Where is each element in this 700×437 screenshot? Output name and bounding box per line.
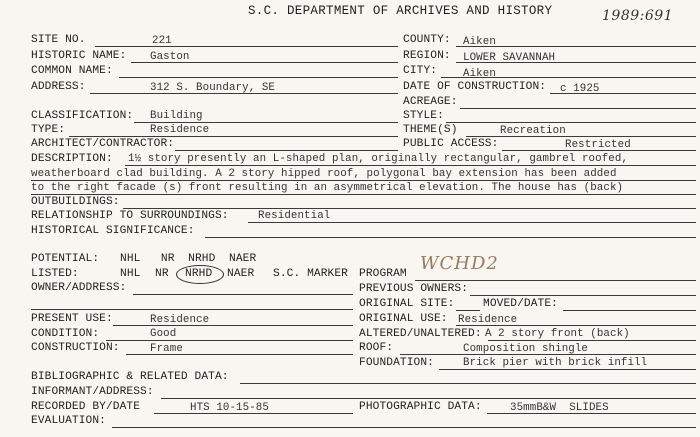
county-label: COUNTY:: [403, 34, 451, 46]
date-of-construction-label: DATE OF CONSTRUCTION:: [403, 81, 547, 93]
relationship-value: Residential: [258, 210, 331, 222]
bibliographic-line: [240, 383, 696, 384]
architect-line: [175, 150, 398, 151]
historic-name-label: HISTORIC NAME:: [31, 50, 127, 62]
potential-label: POTENTIAL:: [31, 253, 100, 265]
potential-options: NHL NR NRHD NAER: [120, 253, 257, 265]
acreage-line: [460, 108, 696, 109]
address-value: 312 S. Boundary, SE: [150, 82, 276, 94]
style-line: [446, 122, 696, 123]
listed-nrhd: NRHD: [185, 268, 213, 280]
county-value: Aiken: [463, 36, 496, 48]
photographic-data-value: 35mmB&W SLIDES: [510, 402, 609, 414]
condition-line: [106, 340, 353, 341]
region-value: LOWER SAVANNAH: [463, 52, 556, 64]
original-use-value: Residence: [458, 314, 518, 326]
program-line: [415, 280, 696, 281]
altered-value: A 2 story front (back): [485, 328, 630, 340]
listed-nhl: NHL: [120, 268, 141, 280]
outbuildings-line: [123, 208, 696, 209]
previous-owners-label: PREVIOUS OWNERS:: [359, 283, 469, 295]
description-line-3: to the right facade (s) front resulting in an asymmetrical elevation. The house has (back): [31, 182, 624, 194]
relationship-label: RELATIONSHIP TO SURROUNDINGS:: [31, 210, 229, 222]
description-rule-1: [125, 165, 696, 166]
recorded-by-value: HTS 10-15-85: [190, 402, 269, 414]
original-use-label: ORIGINAL USE:: [359, 313, 448, 325]
condition-label: CONDITION:: [31, 328, 100, 340]
program-label: PROGRAM: [359, 268, 407, 280]
address-label: ADDRESS:: [31, 81, 86, 93]
theme-label: THEME(S): [403, 124, 458, 136]
condition-value: Good: [150, 328, 177, 340]
original-site-line: [456, 310, 480, 311]
architect-label: ARCHITECT/CONTRACTOR:: [31, 138, 175, 150]
evaluation-label: EVALUATION:: [31, 415, 106, 427]
original-site-label: ORIGINAL SITE:: [359, 298, 455, 310]
owner-address-line-2: [31, 309, 353, 310]
present-use-line: [113, 325, 353, 326]
roof-value: Composition shingle: [463, 343, 589, 355]
bibliographic-label: BIBLIOGRAPHIC & RELATED DATA:: [31, 371, 229, 383]
site-no-line: [95, 46, 398, 47]
foundation-label: FOUNDATION:: [359, 357, 434, 369]
description-rule-3: [31, 194, 696, 195]
accession-number: 1989:691: [602, 8, 674, 24]
construction-label: CONSTRUCTION:: [31, 342, 120, 354]
common-name-line: [119, 77, 398, 78]
listed-nr: NR: [155, 268, 169, 280]
description-rule-2: [31, 180, 696, 181]
listed-label: LISTED:: [31, 268, 79, 280]
listed-naer: NAER: [227, 268, 255, 280]
classification-value: Building: [150, 110, 203, 122]
present-use-value: Residence: [150, 314, 210, 326]
site-no-value: 221: [152, 35, 172, 47]
moved-date-label: MOVED/DATE:: [483, 298, 558, 310]
owner-address-line: [133, 294, 353, 295]
altered-label: ALTERED/UNALTERED:: [359, 328, 482, 340]
outbuildings-label: OUTBUILDINGS:: [31, 196, 120, 208]
informant-line: [161, 398, 696, 399]
nrhd-circle-mark: [176, 265, 224, 284]
program-handwritten: WCHD2: [420, 253, 499, 274]
type-value: Residence: [150, 124, 210, 136]
informant-label: INFORMANT/ADDRESS:: [31, 386, 154, 398]
public-access-value: Restricted: [565, 139, 631, 151]
historic-name-value: Gaston: [150, 51, 190, 63]
type-line: [69, 136, 398, 137]
previous-owners-line: [470, 295, 696, 296]
present-use-label: PRESENT USE:: [31, 313, 113, 325]
card-title: S.C. DEPARTMENT OF ARCHIVES AND HISTORY: [248, 4, 553, 18]
description-line-2: weatherboard clad building. A 2 story hipped roof, polygonal bay extension has been added: [31, 168, 617, 180]
city-value: Aiken: [463, 68, 496, 80]
public-access-label: PUBLIC ACCESS:: [403, 138, 499, 150]
region-label: REGION:: [403, 50, 451, 62]
city-label: CITY:: [403, 65, 438, 77]
acreage-label: ACREAGE:: [403, 96, 458, 108]
theme-value: Recreation: [500, 125, 566, 137]
sc-marker-label: S.C. MARKER: [273, 268, 348, 280]
classification-label: CLASSIFICATION:: [31, 110, 134, 122]
common-name-label: COMMON NAME:: [31, 65, 113, 77]
construction-value: Frame: [150, 343, 183, 355]
historical-significance-line: [205, 237, 696, 238]
type-label: TYPE:: [31, 124, 66, 136]
moved-date-line: [563, 310, 696, 311]
style-label: STYLE:: [403, 110, 444, 122]
description-line-1: 1½ story presently an L-shaped plan, originally rectangular, gambrel roofed,: [128, 153, 629, 165]
site-no-label: SITE NO.: [31, 34, 86, 46]
historical-significance-label: HISTORICAL SIGNIFICANCE:: [31, 225, 195, 237]
owner-address-label: OWNER/ADDRESS:: [31, 282, 127, 294]
evaluation-line: [112, 427, 696, 428]
foundation-value: Brick pier with brick infill: [463, 357, 648, 369]
roof-label: ROOF:: [359, 342, 394, 354]
recorded-by-label: RECORDED BY/DATE: [31, 401, 141, 413]
description-label: DESCRIPTION:: [31, 153, 113, 165]
date-of-construction-value: c 1925: [560, 83, 600, 95]
photographic-data-label: PHOTOGRAPHIC DATA:: [359, 401, 482, 413]
